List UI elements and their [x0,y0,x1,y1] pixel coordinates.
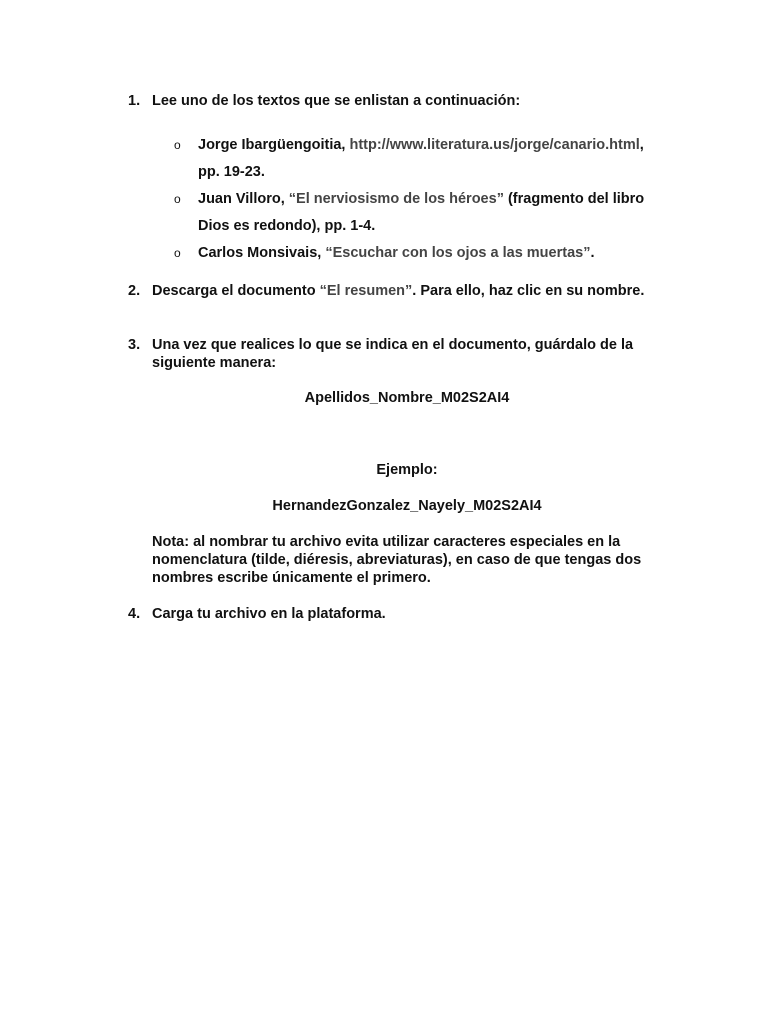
step-1 [128,92,668,110]
example-filename: HernandezGonzalez_Nayely_M02S2AI4 [272,498,542,514]
step-2 [128,282,668,300]
step-text [152,282,668,300]
step-text-after: . Para ello, haz clic en su nombre. [412,283,645,299]
reading-item [174,186,668,240]
bullet-icon: o [174,138,181,152]
step-text: Una vez que realices lo que se indica en el documento, guárdalo de la siguiente manera: [152,337,634,371]
reading-item [174,240,668,267]
reading-item [174,132,668,186]
step-number: 3. [128,337,141,353]
reading-details: , pp. 19-23. [198,137,644,180]
step-number: 2. [128,283,141,299]
reading-details: (fragmento del libro Dios es redondo), pp. 1-4. [198,191,645,234]
reading-link[interactable]: http://www.literatura.us/jorge/canario.html [349,137,640,153]
resumen-document-link[interactable]: “El resumen” [319,283,413,299]
filename-format: Apellidos_Nombre_M02S2AI4 [304,390,510,406]
reading-details: . [590,245,595,261]
step-4 [128,605,668,623]
reading-author: Juan Villoro, [198,191,289,207]
example-label: Ejemplo: [376,462,438,478]
reading-author: Jorge Ibargüengoitia, [198,137,350,153]
reading-link[interactable]: “El nerviosismo de los héroes” [288,191,504,207]
step-text: Carga tu archivo en la plataforma. [152,606,386,622]
bullet-icon: o [174,192,181,206]
step-number: 1. [128,93,141,109]
step-3 [128,336,668,372]
step-text-before: Descarga el documento [152,283,320,299]
step-number: 4. [128,606,141,622]
reading-author: Carlos Monsivais, [198,245,326,261]
step-text: Lee uno de los textos que se enlistan a continuación: [152,93,521,109]
bullet-icon: o [174,246,181,260]
note-paragraph: Nota: al nombrar tu archivo evita utilizar caracteres especiales en la nomenclatura (tilde, diéresis, abreviaturas), en caso de que tengas dos nombres escribe únicamente el primero. [152,534,642,586]
reading-link[interactable]: “Escuchar con los ojos a las muertas” [325,245,591,261]
